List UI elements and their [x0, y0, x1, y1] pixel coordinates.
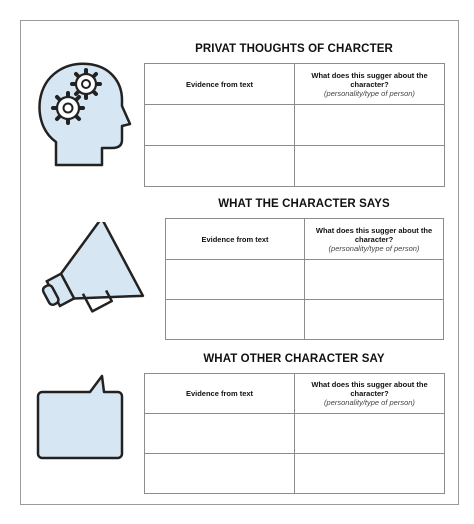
meaning-cell[interactable]: [295, 105, 445, 146]
evidence-table: [165, 218, 444, 340]
evidence-cell[interactable]: [145, 146, 295, 187]
speech-bubble-icon: [34, 372, 126, 462]
column-header-question: What does this sugger about the character? (personality/type of person): [305, 219, 444, 260]
megaphone-icon: [34, 222, 154, 316]
meaning-cell[interactable]: [295, 454, 445, 494]
evidence-cell[interactable]: [166, 300, 305, 340]
head-gears-icon: [36, 60, 132, 170]
evidence-cell[interactable]: [166, 260, 305, 300]
meaning-cell[interactable]: [295, 146, 445, 187]
evidence-cell[interactable]: [145, 105, 295, 146]
evidence-cell[interactable]: [145, 414, 295, 454]
column-header-evidence: Evidence from text: [145, 64, 295, 105]
meaning-cell[interactable]: [305, 300, 444, 340]
column-header-question: What does this sugger about the character? (personality/type of person): [295, 374, 445, 414]
section-title: PRIVAT THOUGHTS OF CHARCTER: [195, 43, 393, 55]
section-title: WHAT THE CHARACTER SAYS: [218, 198, 390, 210]
evidence-cell[interactable]: [145, 454, 295, 494]
section-title: WHAT OTHER CHARACTER SAY: [203, 353, 385, 365]
evidence-table: [144, 63, 445, 187]
meaning-cell[interactable]: [305, 260, 444, 300]
column-header-question: What does this sugger about the character? (personality/type of person): [295, 64, 445, 105]
meaning-cell[interactable]: [295, 414, 445, 454]
column-header-evidence: Evidence from text: [166, 219, 305, 260]
evidence-table: [144, 373, 445, 494]
column-header-evidence: Evidence from text: [145, 374, 295, 414]
